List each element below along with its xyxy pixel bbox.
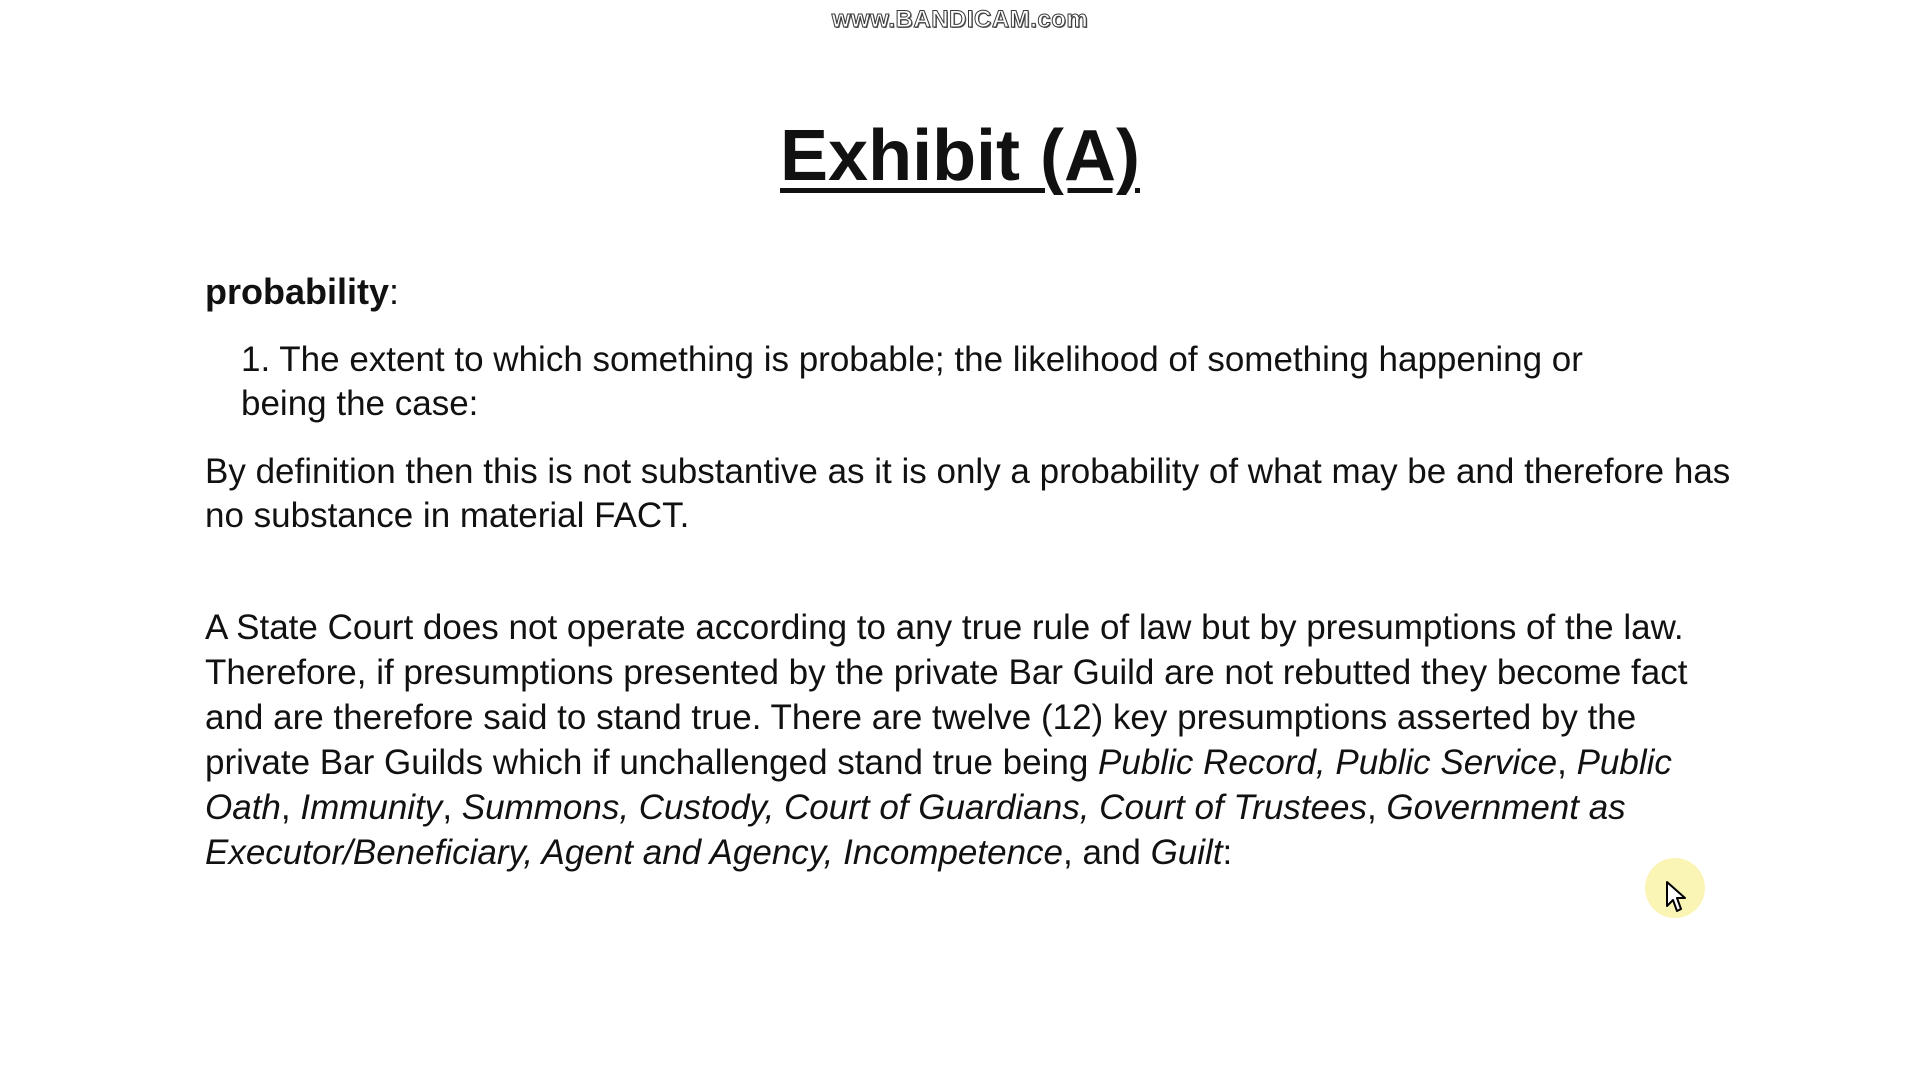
paragraph-presumptions [205,605,1705,875]
mouse-pointer-icon [1665,880,1689,914]
bandicam-watermark: www.BANDICAM.com [831,6,1089,33]
paragraph-presumptions-intro: A State Court does not operate according to any true rule of law but by presumptions of the law. Therefore, if presumptions presented by the private Bar Guild are not rebutted they become fact and are therefore said to stand true. There are twelve (12) key presumptions asserted by the private Bar Guilds which if unchallenged stand true being [205,608,1688,782]
paragraph-substance: By definition then this is not substantive as it is only a probability of what may be and therefore has no substance in material FACT. [205,452,1731,535]
title-text: Exhibit (A) [780,116,1140,196]
term-word: probability [205,271,390,312]
presumption-separator: , [1366,788,1387,827]
term-colon: : [389,271,400,312]
presumption-term: Immunity [300,788,443,827]
definition-item: 1. The extent to which something is probable; the likelihood of something happening or being the case: [241,340,1583,423]
presumption-term: Public Record, Public Service [1098,743,1558,782]
presumption-term: Government as Executor/Beneficiary, Agent and Agency, Incompetence [205,788,1626,872]
presumption-separator: , [442,788,462,827]
presumption-term: Guilt [1150,833,1223,872]
term-heading [205,270,399,314]
presumption-term: Summons, Custody, Court of Guardians, Court of Trustees [461,788,1367,827]
presumption-separator: , [1557,743,1577,782]
presumption-term: Public Oath [205,743,1672,827]
presumption-separator: : [1222,833,1233,872]
page-title [0,112,1920,200]
presumption-separator: , and [1063,833,1151,872]
presumption-separator: , [280,788,301,827]
